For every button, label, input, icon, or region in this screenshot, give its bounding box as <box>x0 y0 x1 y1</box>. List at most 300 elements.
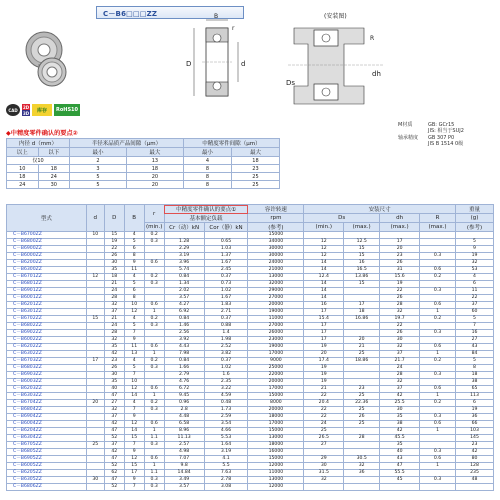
table-cell: 52 <box>104 463 124 470</box>
table-cell: 37 <box>104 414 124 421</box>
table-cell: 1 <box>420 463 456 470</box>
table-cell: 0.3 <box>420 288 456 295</box>
table-cell: 12000 <box>248 484 304 491</box>
table-cell: 0.3 <box>144 239 164 246</box>
table-cell: 23 <box>344 386 380 393</box>
part-number-link[interactable]: C－B6904ZZ <box>7 414 87 421</box>
table-cell: 30 <box>104 260 124 267</box>
table-cell: 12 <box>304 253 344 260</box>
part-number-link[interactable]: C－B6704ZZ <box>7 400 87 407</box>
table-cell: 0.96 <box>164 400 204 407</box>
table-cell: 2.35 <box>204 379 248 386</box>
table-cell <box>86 267 104 274</box>
part-number-link[interactable]: C－B6703ZZ <box>7 358 87 365</box>
table-cell <box>144 414 164 421</box>
table-cell: 4.66 <box>204 428 248 435</box>
table-cell: 1.66 <box>164 365 204 372</box>
table-cell: 23 <box>456 442 494 449</box>
table-cell: 18 <box>456 372 494 379</box>
table-cell: 1 <box>420 351 456 358</box>
svg-text:dh: dh <box>372 70 381 78</box>
table-cell: 10 <box>124 379 144 386</box>
table-cell: 38 <box>380 421 420 428</box>
table-cell: 0.3 <box>144 407 164 414</box>
table-cell: 17 <box>304 309 344 316</box>
table-cell: 0.3 <box>420 330 456 337</box>
table-cell <box>86 295 104 302</box>
table-cell: 45 <box>380 477 420 484</box>
table-row <box>7 428 494 435</box>
table-row <box>7 267 494 274</box>
table-cell: 6.72 <box>164 386 204 393</box>
part-number-link[interactable]: C－B6705ZZ <box>7 442 87 449</box>
table-cell: 8 <box>124 253 144 260</box>
table-cell: 34000 <box>248 239 304 246</box>
table-cell: 15 <box>124 463 144 470</box>
svg-text:R: R <box>370 35 375 42</box>
table-row <box>7 456 494 463</box>
part-number-link[interactable]: C－B6805ZZ <box>7 449 87 456</box>
table-cell: 20 <box>304 351 344 358</box>
table-cell: 12 <box>124 456 144 463</box>
table-cell: 17 <box>304 323 344 330</box>
part-number-link[interactable]: C－B6801ZZ <box>7 281 87 288</box>
table-cell: 30000 <box>248 253 304 260</box>
table-cell: 22.36 <box>344 400 380 407</box>
table-cell: 26 <box>380 295 420 302</box>
stock-badge: 库存 <box>32 104 52 116</box>
table-cell: 0.6 <box>420 421 456 428</box>
table-cell: 16 <box>344 260 380 267</box>
table-cell: 7.98 <box>164 351 204 358</box>
table-cell <box>86 288 104 295</box>
table-cell: 0.3 <box>144 365 164 372</box>
table-cell <box>420 337 456 344</box>
table-cell <box>144 295 164 302</box>
table-cell: 0.73 <box>204 281 248 288</box>
table-cell: 24 <box>104 323 124 330</box>
table-cell: 15 <box>344 281 380 288</box>
table-cell: 15 <box>104 232 124 239</box>
table-cell: 4 <box>124 400 144 407</box>
table-cell: 18.86 <box>344 358 380 365</box>
table-cell: 0.3 <box>420 253 456 260</box>
table-cell: 21.7 <box>380 358 420 365</box>
table-cell: 25 <box>344 393 380 400</box>
table-cell: 0.65 <box>204 239 248 246</box>
pin-icon: ◆ <box>6 130 11 137</box>
part-number-link[interactable]: C－B6702ZZ <box>7 316 87 323</box>
table-cell <box>420 435 456 442</box>
table-cell <box>420 407 456 414</box>
table-cell <box>344 288 380 295</box>
part-number-link[interactable]: C－B6302ZZ <box>7 351 87 358</box>
table-cell: 47 <box>104 456 124 463</box>
table-cell: 18 <box>344 309 380 316</box>
svg-text:Ds: Ds <box>286 79 296 87</box>
table-cell: 32 <box>104 337 124 344</box>
table-cell: 52 <box>104 484 124 491</box>
table-cell: 1.02 <box>204 365 248 372</box>
table-cell: 0.3 <box>144 323 164 330</box>
table-cell: 22 <box>104 246 124 253</box>
table-cell: 4.1 <box>204 456 248 463</box>
table-cell: 5 <box>124 281 144 288</box>
table-cell <box>86 435 104 442</box>
table-cell: 31.5 <box>304 470 344 477</box>
table-cell: 4.59 <box>204 393 248 400</box>
table-cell: 1.98 <box>204 337 248 344</box>
table-cell: 13000 <box>248 477 304 484</box>
table-row <box>7 309 494 316</box>
table-cell: 30 <box>104 372 124 379</box>
table-cell: 12 <box>304 246 344 253</box>
table-row <box>7 400 494 407</box>
part-number-link[interactable]: C－B6202ZZ <box>7 344 87 351</box>
part-number-link[interactable]: C－B6901ZZ <box>7 288 87 295</box>
table-cell: 19 <box>304 365 344 372</box>
table-cell: 65 <box>456 386 494 393</box>
table-cell: 80 <box>456 456 494 463</box>
part-number-link[interactable]: C－B6005ZZ <box>7 463 87 470</box>
table-cell <box>144 253 164 260</box>
table-cell: 4 <box>124 232 144 239</box>
table-cell: 37 <box>456 302 494 309</box>
table-cell: 18000 <box>248 442 304 449</box>
table-cell: 42 <box>104 421 124 428</box>
svg-text:r: r <box>232 25 235 32</box>
table-cell: 30 <box>380 407 420 414</box>
table-cell: 19 <box>380 281 420 288</box>
part-number-link[interactable]: C－B6802ZZ <box>7 323 87 330</box>
table-cell: 7.63 <box>204 470 248 477</box>
table-cell: 15.4 <box>304 316 344 323</box>
part-number-link[interactable]: C－B6301ZZ <box>7 309 87 316</box>
part-number-link[interactable]: C－B6204ZZ <box>7 428 87 435</box>
table-cell: 25 <box>304 428 344 435</box>
cad-format-badge[interactable]: 2D 3D <box>22 104 30 116</box>
part-number-link[interactable]: C－B6304ZZ <box>7 435 87 442</box>
table-cell: 1 <box>420 393 456 400</box>
table-cell: 25 <box>86 442 104 449</box>
table-cell: 15000 <box>248 232 304 239</box>
table-cell: 6.58 <box>164 421 204 428</box>
table-cell: 13000 <box>248 435 304 442</box>
svg-text:(安装图): (安装图) <box>324 13 347 20</box>
table-cell: 0.3 <box>144 484 164 491</box>
table-cell: 47 <box>104 393 124 400</box>
material-spec: M材质 GB: GCr15 JIS: 相当于SUJ2 轴承精度 GB 307 P0 JIS B 1514 0级 <box>398 122 464 148</box>
table-cell <box>86 407 104 414</box>
table-cell: 26 <box>380 260 420 267</box>
table-cell: 1 <box>420 428 456 435</box>
table-cell: 0.2 <box>144 274 164 281</box>
table-cell: 37 <box>104 442 124 449</box>
table-cell: 27000 <box>248 295 304 302</box>
part-number-link[interactable]: C－B6205ZZ <box>7 470 87 477</box>
table-cell: 0.3 <box>144 477 164 484</box>
table-cell: 2.56 <box>164 330 204 337</box>
table-cell: 0.6 <box>144 456 164 463</box>
table-cell: 12 <box>124 421 144 428</box>
svg-text:d: d <box>241 60 246 68</box>
table-cell: 29000 <box>248 288 304 295</box>
table-cell: 3.22 <box>204 386 248 393</box>
table-cell <box>420 470 456 477</box>
series-title: C－B6□□□ZZ <box>96 6 244 19</box>
table-row <box>7 302 494 309</box>
table-cell: 14 <box>304 281 344 288</box>
table-cell: 24 <box>304 421 344 428</box>
table-cell: 22 <box>380 288 420 295</box>
table-cell: 21 <box>104 281 124 288</box>
part-number-link[interactable]: C－B6201ZZ <box>7 302 87 309</box>
table-cell: 1.64 <box>204 442 248 449</box>
table-cell: 25 <box>344 407 380 414</box>
table-cell: 22 <box>456 295 494 302</box>
table-cell: 37 <box>104 309 124 316</box>
table-row <box>7 246 494 253</box>
table-cell: 3.08 <box>204 484 248 491</box>
part-number-link[interactable]: C－B6300ZZ <box>7 267 87 274</box>
table-cell: 11 <box>124 267 144 274</box>
table-cell: 8.96 <box>164 428 204 435</box>
table-cell: 5 <box>124 323 144 330</box>
table-cell: 25 <box>344 351 380 358</box>
table-cell: 28 <box>380 372 420 379</box>
table-cell: 30.5 <box>344 456 380 463</box>
table-cell: 30 <box>86 477 104 484</box>
part-number-link[interactable]: C－B6806ZZ <box>7 484 87 491</box>
table-cell: 84 <box>456 351 494 358</box>
table-cell: 35 <box>380 442 420 449</box>
table-cell: 0.6 <box>144 260 164 267</box>
table-cell <box>144 379 164 386</box>
table-cell: 26000 <box>248 330 304 337</box>
table-cell: 20000 <box>248 407 304 414</box>
table-cell: 11000 <box>248 470 304 477</box>
table-cell <box>420 365 456 372</box>
table-cell: 42 <box>380 393 420 400</box>
table-cell: 1.37 <box>204 253 248 260</box>
table-cell: 103 <box>456 428 494 435</box>
installation-diagram <box>284 10 392 120</box>
part-number-link[interactable]: C－B6902ZZ <box>7 330 87 337</box>
table-cell <box>144 372 164 379</box>
table-cell: 145 <box>456 435 494 442</box>
table-row <box>7 435 494 442</box>
table-cell <box>204 232 248 239</box>
table-cell: 0.2 <box>144 316 164 323</box>
table-cell <box>344 330 380 337</box>
part-number-link[interactable]: C－B6200ZZ <box>7 260 87 267</box>
table-cell: 20000 <box>248 379 304 386</box>
table-cell <box>420 484 456 491</box>
table-cell: 5 <box>124 239 144 246</box>
table-cell: 5 <box>456 316 494 323</box>
table-cell: 42 <box>380 428 420 435</box>
table-cell: 1.67 <box>204 295 248 302</box>
part-number-link[interactable]: C－B6905ZZ <box>7 456 87 463</box>
table-cell: 0.37 <box>204 358 248 365</box>
table-cell: 32 <box>456 260 494 267</box>
table-cell: 5.53 <box>204 435 248 442</box>
table-cell: 2.29 <box>164 246 204 253</box>
part-number-link[interactable]: C－B6002ZZ <box>7 337 87 344</box>
table-cell: 18 <box>104 274 124 281</box>
table-cell: 29 <box>304 456 344 463</box>
table-row <box>7 442 494 449</box>
part-number-link[interactable]: C－B6700ZZ <box>7 232 87 239</box>
bearing-spec-table: 型式 d D B r 中精度零件确认的要点① 容许转速 安装尺寸 重量 基本额定负载 rpm Ds dh R (g) (min.) Cr（动）kN Cor（静）kN (参考) (min.) (max.) (max.) (max.) (参考) C－B6700ZZ 10 15 4 0.2 15000 C－B6800ZZ 19 5 0.3 1.28 0.65 34000 12 12.5 17 5 C－B6900ZZ 22 6 2.29 1.03 30000 12 15 20 9 C－B6000ZZ 26 8 3.19 1.37 30000 12 15 23 0.3 19 C－B6200ZZ 30 9 0.6 3.96 1.67 24000 14 16 26 32 C－B6300ZZ 35 11 5.74 2.45 21000 14 16.5 31 0.6 53 C－B6701ZZ 12 18 4 0.2 0.84 0.37 13000 12.4 13.86 15.6 0.2 4 C－B6801ZZ 21 5 0.3 1.34 0.73 32000 14 15 19 6 C－B6901ZZ 24 6 2.02 1.02 29000 14 22 0.3 11 C－B6001ZZ 28 8 3.57 1.67 27000 14 26 22 C－B6201ZZ 32 10 0.6 4.27 1.83 20000 16 17 28 0.6 37 C－B6301ZZ 37 12 1 6.92 2.71 19000 17 18 32 1 60 C－B6702ZZ 15 21 4 0.2 0.84 0.37 11000 15.4 16.86 19.7 0.2 5 C－B6802ZZ 24 5 0.3 1.46 0.88 27000 17 22 7 C－B6902ZZ 28 7 2.56 1.4 26000 17 26 0.3 16 C－B6002ZZ 32 9 3.92 1.98 23000 17 20 30 27 C－B6202ZZ 35 11 0.6 4.43 2.52 19000 19 21 32 0.6 43 C－B6302ZZ 42 13 1 7.98 3.82 17000 20 25 37 1 84 C－B6703ZZ 17 23 4 0.2 0.84 0.37 9000 17.4 18.86 21.7 0.2 5 C－B6803ZZ 26 5 0.3 1.66 1.02 25000 19 24 8 C－B6903ZZ 30 7 2.79 1.6 22000 19 28 0.3 18 C－B6003ZZ 35 10 4.76 2.35 20000 19 32 38 C－B6203ZZ 40 12 0.6 6.72 3.22 17000 21 23 37 0.6 65 C－B6303ZZ 47 14 1 9.45 4.59 15000 22 25 42 1 113 C－B6704ZZ 20 27 4 0.2 0.96 0.48 8000 20.4 22.36 25.5 0.2 6 C－B6804ZZ 32 7 0.3 2.8 1.73 20000 22 25 30 19 C－B6904ZZ 37 9 4.48 2.59 18000 22 26 35 0.3 36 C－B6004ZZ 42 12 0.6 6.58 3.54 17000 24 25 38 0.6 66 C－B6204ZZ 47 14 1 8.96 4.66 15000 25 42 1 103 C－B6304ZZ 52 15 1.1 11.13 5.53 13000 26.5 28 45.5 145 C－B6705ZZ 25 37 7 0.3 2.57 1.64 18000 27 35 23 C－B6805ZZ 42 9 4.98 3.19 16000 40 0.3 42 C－B6905ZZ 47 12 0.6 7.07 4.1 15000 29 30.5 43 0.6 80 C－B6005ZZ 52 15 1 9.8 5.5 12000 30 32 47 1 128 C－B6205ZZ 62 17 1.1 14.84 7.63 11000 31.5 36 55.5 235 C－B6305ZZ 30 47 9 0.3 3.49 2.78 13000 32 45 0.3 48 C－B6806ZZ 52 7 0.3 3.57 3.08 12000 <box>6 204 494 491</box>
table-cell <box>86 246 104 253</box>
table-cell: 4.27 <box>164 302 204 309</box>
table-cell: 27 <box>456 337 494 344</box>
table-cell: 47 <box>104 428 124 435</box>
table-cell: 17000 <box>248 351 304 358</box>
part-number-link[interactable]: C－B6803ZZ <box>7 365 87 372</box>
table-cell: 1 <box>144 351 164 358</box>
table-cell: 12.5 <box>344 239 380 246</box>
table-cell <box>86 428 104 435</box>
part-number-link[interactable]: C－B6305ZZ <box>7 477 87 484</box>
table-cell: 37 <box>380 351 420 358</box>
table-cell: 9000 <box>248 358 304 365</box>
table-cell <box>420 246 456 253</box>
table-cell: 5.5 <box>204 463 248 470</box>
table-row <box>7 463 494 470</box>
table-cell: 20.4 <box>304 400 344 407</box>
table-cell: 35 <box>380 414 420 421</box>
table-cell: 2.52 <box>204 344 248 351</box>
svg-text:D: D <box>186 60 192 68</box>
table-cell: 11000 <box>248 316 304 323</box>
table-cell: 0.2 <box>144 400 164 407</box>
table-cell <box>86 281 104 288</box>
table-cell: 0.3 <box>420 414 456 421</box>
table-cell: 17 <box>304 330 344 337</box>
table-cell: 2.59 <box>204 414 248 421</box>
table-cell <box>86 421 104 428</box>
table-cell: 5 <box>124 365 144 372</box>
table-cell: 30000 <box>248 246 304 253</box>
table-cell: 43 <box>456 344 494 351</box>
table-row <box>7 372 494 379</box>
part-number-link[interactable]: C－B6203ZZ <box>7 386 87 393</box>
table-cell: 4.76 <box>164 379 204 386</box>
table-cell: 9 <box>124 449 144 456</box>
part-number-link[interactable]: C－B6800ZZ <box>7 239 87 246</box>
table-cell <box>86 330 104 337</box>
table-cell: 0.6 <box>420 456 456 463</box>
table-cell: 23 <box>104 358 124 365</box>
part-number-link[interactable]: C－B6003ZZ <box>7 379 87 386</box>
table-cell: 53 <box>456 267 494 274</box>
table-cell <box>456 484 494 491</box>
table-cell: 5.74 <box>164 267 204 274</box>
table-cell: 26 <box>344 414 380 421</box>
table-cell: 0.6 <box>144 421 164 428</box>
table-cell: 18000 <box>248 414 304 421</box>
part-number-link[interactable]: C－B6000ZZ <box>7 253 87 260</box>
table-cell: 128 <box>456 463 494 470</box>
cad-badge[interactable]: CAD <box>6 104 20 116</box>
table-cell: 32 <box>344 463 380 470</box>
part-number-link[interactable]: C－B6001ZZ <box>7 295 87 302</box>
table-cell: 2.71 <box>204 309 248 316</box>
table-cell <box>86 484 104 491</box>
table-cell: 17000 <box>248 421 304 428</box>
table-cell <box>420 239 456 246</box>
part-number-link[interactable]: C－B6004ZZ <box>7 421 87 428</box>
table-cell: 17 <box>380 239 420 246</box>
table-cell: 14 <box>124 393 144 400</box>
table-cell <box>86 386 104 393</box>
table-cell <box>456 232 494 239</box>
part-number-link[interactable]: C－B6900ZZ <box>7 246 87 253</box>
table-row <box>7 337 494 344</box>
table-cell: 5 <box>456 239 494 246</box>
table-cell: 15 <box>124 435 144 442</box>
table-cell: 11.13 <box>164 435 204 442</box>
table-cell: 4.43 <box>164 344 204 351</box>
table-cell: 1 <box>420 309 456 316</box>
table-cell: 0.84 <box>164 274 204 281</box>
table-cell: 9 <box>124 260 144 267</box>
part-number-link[interactable]: C－B6804ZZ <box>7 407 87 414</box>
table-cell: 4 <box>124 316 144 323</box>
table-cell: 13000 <box>248 274 304 281</box>
table-cell <box>144 337 164 344</box>
table-row: 10 18 3 18 8 23 <box>7 165 280 173</box>
part-number-link[interactable]: C－B6701ZZ <box>7 274 87 281</box>
table-cell: 15 <box>86 316 104 323</box>
table-cell: 23 <box>380 253 420 260</box>
table-cell: 32 <box>380 309 420 316</box>
table-cell: 3.82 <box>204 351 248 358</box>
table-cell: 7 <box>124 407 144 414</box>
table-cell: 27000 <box>248 323 304 330</box>
table-cell: 10 <box>124 302 144 309</box>
table-cell: 1.03 <box>204 246 248 253</box>
table-cell: 7 <box>124 484 144 491</box>
table-cell: 28 <box>344 435 380 442</box>
table-cell: 2.02 <box>164 288 204 295</box>
table-cell: 20000 <box>248 302 304 309</box>
table-cell <box>86 323 104 330</box>
table-cell: 19 <box>456 253 494 260</box>
part-number-link[interactable]: C－B6303ZZ <box>7 393 87 400</box>
table-cell: 15 <box>344 246 380 253</box>
table-cell: 27 <box>104 400 124 407</box>
table-cell: 2.45 <box>204 267 248 274</box>
table-cell <box>86 344 104 351</box>
table-cell <box>144 330 164 337</box>
table-cell: 1.1 <box>144 435 164 442</box>
table-cell: 8000 <box>248 400 304 407</box>
table-cell: 0.84 <box>164 358 204 365</box>
table-cell: 2.8 <box>164 407 204 414</box>
part-number-link[interactable]: C－B6903ZZ <box>7 372 87 379</box>
table-cell: 1.46 <box>164 323 204 330</box>
table-cell <box>304 484 344 491</box>
table-row <box>7 260 494 267</box>
table-cell: 1.34 <box>164 281 204 288</box>
table-cell: 11 <box>456 288 494 295</box>
table-cell <box>420 379 456 386</box>
table-cell: 0.2 <box>420 400 456 407</box>
table-cell: 3.96 <box>164 260 204 267</box>
